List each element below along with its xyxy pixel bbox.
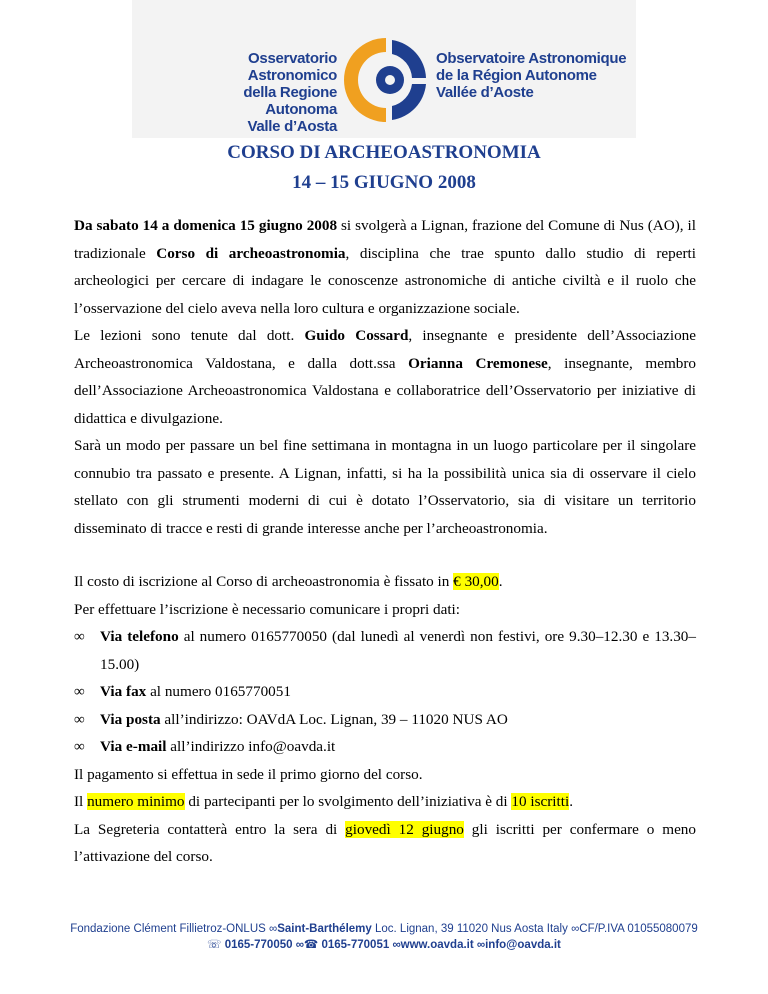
location-name: Saint-Barthélemy	[277, 923, 372, 935]
document-body	[74, 212, 696, 871]
signup-intro: Per effettuare l’iscrizione è necessario comunicare i propri dati:	[74, 600, 460, 618]
separator: ∞	[269, 923, 278, 935]
contact-label: Via telefono	[100, 628, 179, 645]
text: , insegnante e presidente dell’Associazione Archeoastronomica Valdostana, e dalla dott.ssa	[74, 327, 697, 372]
participants-highlight: 10 iscritti	[511, 793, 570, 810]
contact-text: all’indirizzo info@oavda.it	[166, 738, 336, 755]
teacher-name: Orianna Cremonese	[408, 354, 548, 372]
vat-number: CF/P.IVA 01055080079	[579, 923, 698, 935]
teacher-name: Guido Cossard	[304, 327, 409, 344]
logo-line: de la Région Autonome	[436, 67, 597, 84]
bullet: ∞	[74, 738, 85, 755]
contact-text: all’indirizzo: OAVdA Loc. Lignan, 39 – 11020 NUS AO	[160, 710, 508, 728]
text: .	[498, 573, 503, 590]
separator: ∞	[571, 923, 580, 935]
observatory-logo-icon	[340, 34, 432, 126]
text: Le lezioni sono tenute dal dott.	[74, 327, 305, 344]
address: Loc. Lignan, 39 11020 Nus Aosta Italy	[371, 923, 572, 935]
text: Il	[74, 793, 88, 810]
list-item	[74, 623, 696, 678]
logo-text-french	[436, 50, 636, 101]
foundation-name: Fondazione Clément Fillietroz-ONLUS	[70, 923, 269, 935]
list-item	[74, 706, 696, 734]
contact-label: Via fax	[100, 683, 147, 700]
contact-label: Via posta	[100, 710, 161, 728]
list-item	[74, 733, 696, 761]
footer-address-line	[0, 921, 768, 937]
spacer	[74, 542, 696, 568]
text: , disciplina che trae spunto dallo studio di reperti archeologici per cercare di indagare le conoscenze astronomiche di antiche civiltà e il ruolo che l’osservazione del cielo aveva nella loro cultura e organizzazione sociale.	[74, 244, 696, 317]
cost-paragraph	[74, 568, 696, 596]
footer-contact-line	[0, 937, 768, 953]
page-title: CORSO DI ARCHEOASTRONOMIA	[227, 142, 541, 163]
minimum-paragraph	[74, 788, 696, 816]
text: La Segreteria contatterà entro la sera di	[74, 820, 346, 838]
teachers-paragraph	[74, 322, 696, 432]
minimum-highlight: numero minimo	[87, 793, 185, 810]
contact-methods-list	[74, 623, 696, 761]
logo-line: Valle d’Aosta	[247, 118, 337, 135]
contact-label: Via e-mail	[100, 738, 167, 755]
logo-line: Vallée d’Aoste	[436, 84, 534, 101]
date-highlight: giovedì 12 giugno	[345, 820, 464, 838]
course-dates-bold: Da sabato 14 a domenica 15 giugno 2008	[74, 217, 338, 234]
logo-line: della Regione Autonoma	[243, 84, 337, 118]
text: si svolgerà a Lignan, frazione del Comune di Nus (AO), il tradizionale	[74, 217, 696, 262]
separator: ∞	[295, 939, 304, 951]
text: gli iscritti per confermare o meno l’attivazione del corso.	[74, 820, 696, 865]
contact-text: al numero 0165770051	[146, 683, 291, 700]
text: , insegnante, membro dell’Associazione Archeoastronomica Valdostana e collaboratrice dell’Osservatorio per iniziative di didattica e divulgazione.	[74, 354, 697, 427]
header-logo	[132, 0, 636, 138]
bullet: ∞	[74, 683, 85, 700]
bullet: ∞	[74, 628, 85, 645]
list-item	[74, 678, 696, 706]
footer-website: www.oavda.it	[400, 939, 474, 951]
page-subtitle-dates: 14 – 15 GIUGNO 2008	[292, 172, 476, 193]
text: .	[569, 793, 573, 810]
logo-text-italian	[177, 50, 337, 135]
fax-icon: ☎	[303, 939, 319, 951]
contact-text: al numero 0165770050 (dal lunedì al venerdì non festivi, ore 9.30–12.30 e 13.30–15.00)	[100, 628, 696, 673]
footer-email: info@oavda.it	[485, 939, 561, 951]
text: Il costo di iscrizione al Corso di archeoastronomia è fissato in	[74, 573, 454, 590]
text: di partecipanti per lo svolgimento dell’iniziativa è di	[184, 793, 512, 810]
logo-line: Observatoire Astronomique	[436, 50, 627, 67]
separator: ∞	[392, 939, 401, 951]
cost-amount-highlight: € 30,00	[453, 573, 499, 590]
bullet: ∞	[74, 710, 85, 728]
secretariat-paragraph	[74, 816, 696, 871]
phone-icon: ☏	[207, 939, 222, 951]
course-name-bold: Corso di archeoastronomia	[156, 244, 346, 262]
separator: ∞	[476, 939, 486, 951]
footer-fax: 0165-770051	[318, 939, 393, 951]
description-paragraph: Sarà un modo per passare un bel fine settimana in montagna in un luogo particolare per il singolare connubio tra passato e presente. A Lignan, infatti, si ha la possibilità unica sia di osservare il cielo stellato con gli strumenti moderni di cui è dotato l’Osservatorio, sia di visitare un territorio disseminato di tracce e resti di grande interesse anche per l’archeoastronomia.	[74, 437, 696, 537]
payment-paragraph: Il pagamento si effettua in sede il primo giorno del corso.	[74, 765, 423, 783]
logo-line: Osservatorio Astronomico	[247, 50, 337, 84]
intro-paragraph	[74, 212, 696, 322]
footer-phone: 0165-770050	[221, 939, 296, 951]
